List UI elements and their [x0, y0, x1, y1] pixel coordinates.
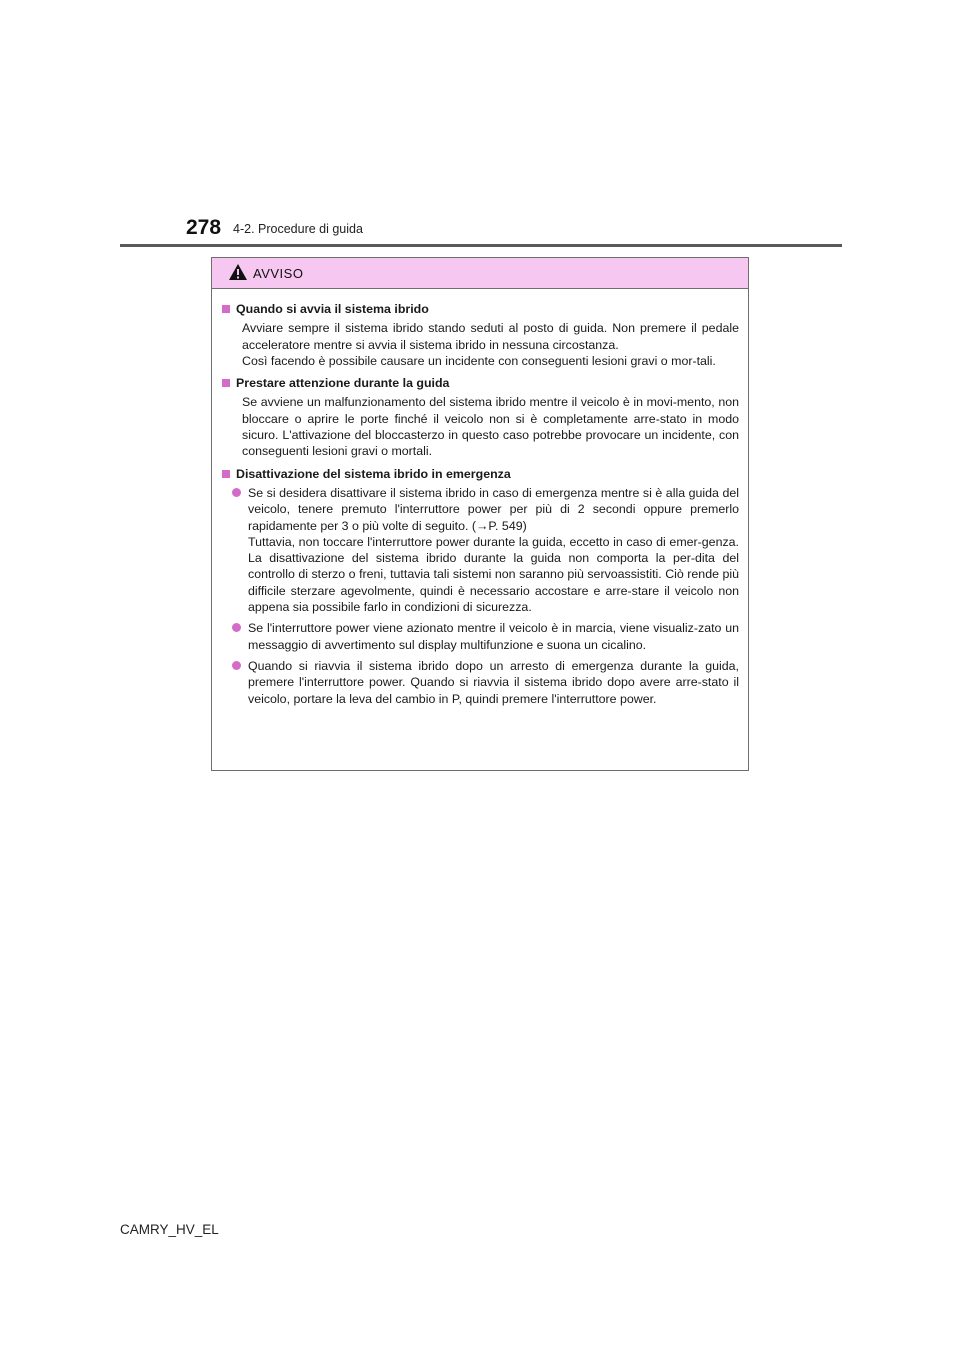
- topic-startup: [222, 301, 739, 369]
- bullet-item: [232, 485, 739, 615]
- topic-heading: [222, 301, 739, 317]
- header-rule: [120, 244, 842, 247]
- topic-emergency-shutdown: [222, 466, 739, 707]
- warning-body: [212, 289, 748, 707]
- bullet-text: [248, 620, 739, 653]
- warning-header: [212, 258, 748, 289]
- footer-code: CAMRY_HV_EL: [120, 1222, 219, 1237]
- topic-heading: [222, 375, 739, 391]
- circle-bullet-icon: [232, 623, 241, 632]
- warning-box: [211, 257, 749, 771]
- square-bullet-icon: [222, 470, 230, 478]
- topic-heading-text: Prestare attenzione durante la guida: [236, 376, 450, 391]
- bullet-item: [232, 658, 739, 707]
- paragraph: Quando si riavvia il sistema ibrido dopo un arresto di emergenza durante la guida, premere l'interruttore power. Quando si riavvia il sistema ibrido dopo avere arre-stato il veicolo, portare la leva del cambio in P, quindi premere l'interruttore power.: [248, 658, 739, 706]
- topic-text: [242, 394, 739, 459]
- paragraph: Così facendo è possibile causare un incidente con conseguenti lesioni gravi o mor-tali.: [242, 353, 716, 368]
- page-number: 278: [186, 216, 222, 239]
- square-bullet-icon: [222, 379, 230, 387]
- topic-heading-text: Disattivazione del sistema ibrido in emergenza: [236, 466, 511, 481]
- square-bullet-icon: [222, 305, 230, 313]
- paragraph: Se l'interruttore power viene azionato mentre il veicolo è in marcia, viene visualiz-zato un messaggio di avvertimento sul display multifunzione e suona un cicalino.: [248, 621, 739, 652]
- topic-text: [242, 320, 739, 369]
- topic-heading-text: Quando si avvia il sistema ibrido: [236, 302, 429, 316]
- bullet-text: [248, 485, 739, 615]
- topic-heading: [222, 466, 739, 482]
- section-title: 4-2. Procedure di guida: [233, 222, 363, 236]
- circle-bullet-icon: [232, 488, 241, 497]
- warning-triangle-icon: [228, 263, 248, 281]
- paragraph: Avviare sempre il sistema ibrido stando seduti al posto di guida. Non premere il pedale acceleratore mentre si avvia il sistema ibrido in nessuna circostanza.: [242, 321, 739, 352]
- circle-bullet-icon: [232, 661, 241, 670]
- paragraph: Se si desidera disattivare il sistema ibrido in caso di emergenza mentre si è alla guida del veicolo, tenere premuto l'interruttore power per più di 2 secondi oppure premerlo rapidamente per 3 o più volte di seguito. (→P. 549): [248, 485, 739, 533]
- paragraph: Se avviene un malfunzionamento del sistema ibrido mentre il veicolo è in movi-mento, non bloccare o aprire le porte finché il veicolo non si è completamente arre-stato in modo sicuro. L'attivazione del bloccasterzo in questo caso potrebbe provocare un incidente, con conseguenti lesioni gravi o mortali.: [242, 395, 739, 459]
- bullet-text: [248, 658, 739, 707]
- paragraph: Tuttavia, non toccare l'interruttore power durante la guida, eccetto in caso di emer-genza. La disattivazione del sistema ibrido durante la guida non comporta la per-dita del controllo di sterzo o freni, tuttavia tali sistemi non saranno più servoassistiti. Ciò rende più difficile sterzare agevolmente, quindi è necessario accostare e arre-stare il veicolo non appena sia possibile farlo in condizioni di sicurezza.: [248, 534, 739, 615]
- bullet-item: [232, 620, 739, 653]
- warning-title: AVVISO: [253, 265, 304, 281]
- topic-driving-caution: [222, 375, 739, 459]
